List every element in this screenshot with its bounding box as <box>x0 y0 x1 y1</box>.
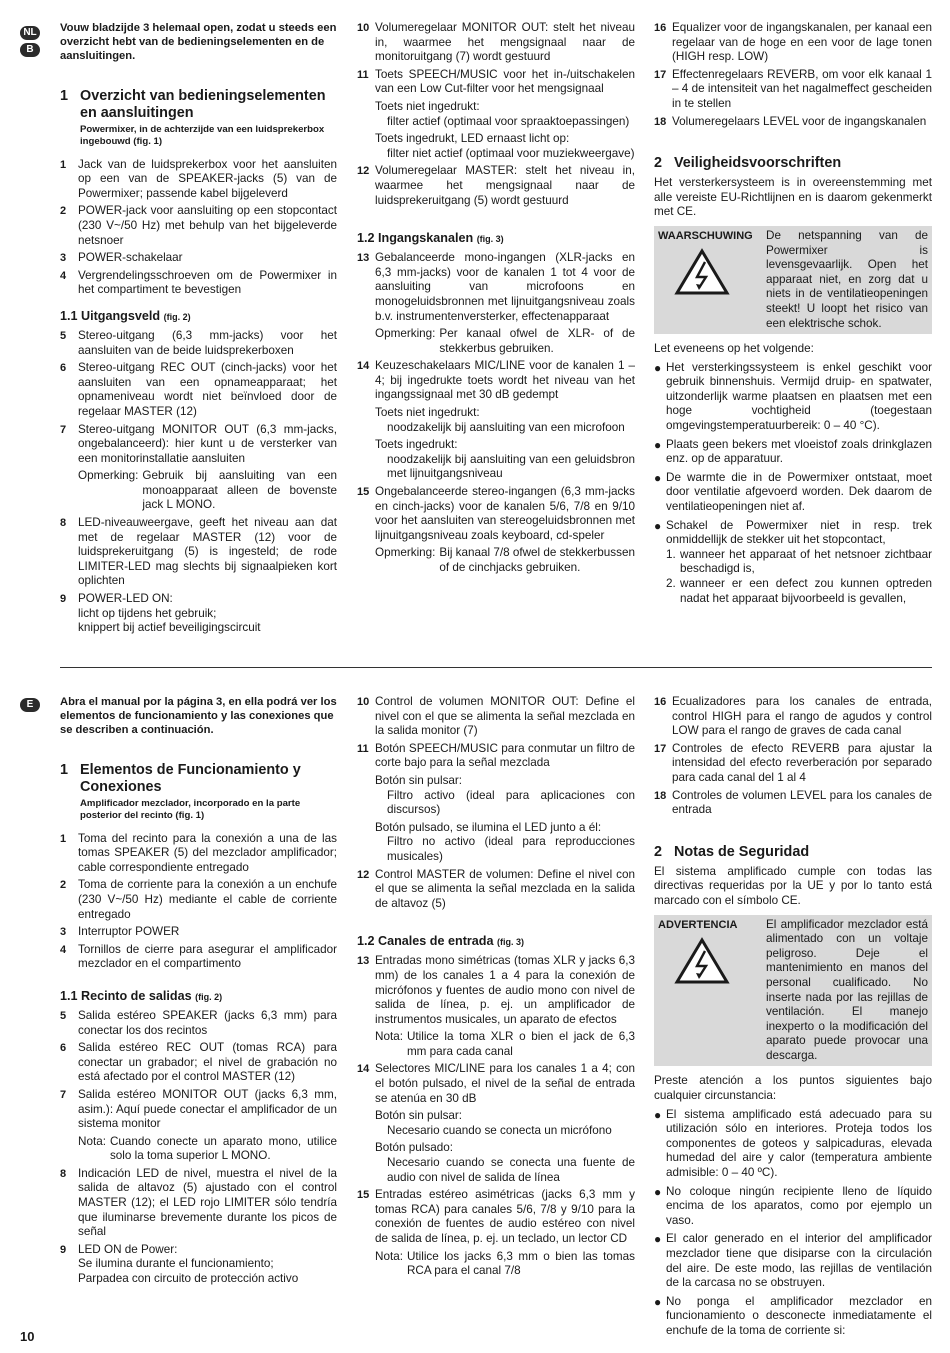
bullet-item <box>654 361 932 434</box>
option <box>375 100 635 129</box>
list-item <box>60 361 337 419</box>
item-text: Volumeregelaars LEVEL voor de ingangskanalen <box>672 114 927 128</box>
figure-ref: (fig. 3) <box>497 937 524 948</box>
item-number: 17 <box>654 68 667 81</box>
note-text: Per kanaal ofwel de XLR- of de stekkerbus gebruiken. <box>439 327 635 355</box>
item-text: Salida estéreo REC OUT (tomas RCA) para conectar un grabador; el nivel de grabación no está afectado por el control MASTER (12) <box>78 1041 337 1084</box>
bullet-text: Schakel de Powermixer niet in resp. trek onmiddellijk de stekker uit het stopcontact, <box>666 518 932 547</box>
item-number: 2 <box>60 879 67 892</box>
heading-text: Notas de Seguridad <box>674 843 810 860</box>
heading-text: 1.2 Ingangskanalen <box>357 231 474 246</box>
item-number: 12 <box>357 868 370 881</box>
item-text: Control de volumen MONITOR OUT: Define el nivel con el que se alimenta la señal mezclada en la salida monitor (7) <box>375 695 635 738</box>
es-section-1-subtitle: Amplificador mezclador, incorporado en la parte posterior del recinto (fig. 1) <box>80 797 301 821</box>
bullet-item <box>654 1108 932 1181</box>
note-text: Utilice la toma XLR o bien el jack de 6,3 mm para cada canal <box>406 1030 635 1058</box>
language-badge-e: E <box>20 698 40 712</box>
list-item <box>357 695 635 739</box>
note-text: Bij kanaal 7/8 ofwel de stekkerbussen of de cinchjacks gebruiken. <box>439 546 635 574</box>
item-text: LED ON de Power: <box>78 1242 178 1256</box>
item-text: Se ilumina durante el funcionamiento; <box>78 1257 274 1271</box>
list-item <box>60 925 337 940</box>
note-text: Gebruik bij aansluiting van een monoapparaat alleen de bovenste jack L MONO. <box>142 469 337 512</box>
list-item <box>357 164 635 208</box>
bullet-icon: ● <box>654 1294 662 1309</box>
option <box>375 132 635 161</box>
list-item <box>654 742 932 786</box>
item-text: Jack van de luidsprekerbox voor het aansluiten op een van de SPEAKER-jacks (5) van de Powermixer; passende kabel bijgeleverd <box>78 157 337 200</box>
heading-text: Overzicht van bedieningselementen en aansluitingen <box>80 87 326 121</box>
item-text: Selectores MIC/LINE para los canales 1 a 4; con el botón pulsado, el nivel de la señal de entrada se atenúa en 30 dB <box>375 1062 635 1105</box>
intro-line: Preste atención a los puntos siguientes bajo cualquier circunstancia: <box>654 1074 932 1103</box>
item-text: Entradas estéreo asimétricas (jacks 6,3 mm y tomas RCA) para canales 5/6, 7/8 y 9/10 para la conexión de fuentes de audio estéreo con nivel de salida de línea, p. ej. un teclado, un lector CD <box>375 1188 635 1245</box>
es-intro: Abra el manual por la página 3, en ella podrá ver los elementos de funcionamiento y las conexiones que se describen a continuación. <box>60 696 337 737</box>
item-number: 3 <box>60 252 67 265</box>
bullet-item <box>654 519 932 548</box>
language-badge-nl: NL <box>20 26 40 40</box>
list-item <box>60 1088 337 1132</box>
nl-section-1-1-heading <box>60 308 337 325</box>
option-text: noodzakelijk bij aansluiting van een microfoon <box>387 420 625 434</box>
item-number: 8 <box>60 517 67 530</box>
note <box>375 1250 635 1279</box>
list-item <box>60 1243 337 1287</box>
item-number: 13 <box>357 955 370 968</box>
es-column-2 <box>357 695 635 1282</box>
figure-ref: (fig. 2) <box>163 311 191 322</box>
list-item <box>357 485 635 543</box>
heading-number: 1 <box>60 87 69 104</box>
bullet-icon: ● <box>654 470 662 485</box>
es-section-1-2-heading <box>357 933 635 950</box>
item-number: 18 <box>654 115 667 128</box>
item-number: 10 <box>357 696 370 708</box>
note-label: Opmerking: <box>375 546 436 560</box>
warning-label: WAARSCHUWING <box>658 229 753 242</box>
bullet-icon: ● <box>654 1232 662 1247</box>
item-number: 9 <box>60 1243 67 1256</box>
electric-hazard-icon <box>674 248 730 296</box>
item-number: 6 <box>60 1042 67 1055</box>
note-text: Cuando conecte un aparato mono, utilice solo la toma superior L MONO. <box>109 1134 337 1163</box>
item-number: 4 <box>60 943 67 956</box>
item-text: Interruptor POWER <box>78 925 180 939</box>
language-badge-b: B <box>20 43 40 57</box>
item-text: Botón SPEECH/MUSIC para conmutar un filtro de corte bajo para la señal mezclada <box>375 741 635 770</box>
option-text: filter niet actief (optimaal voor muziekweergave) <box>387 146 635 160</box>
option <box>375 774 635 818</box>
nl-section-1-heading <box>60 88 337 122</box>
bullet-icon: ● <box>654 360 662 375</box>
item-number: 14 <box>357 1063 370 1076</box>
option-label: Toets niet ingedrukt: <box>375 99 480 113</box>
list-item <box>654 695 932 739</box>
note-label: Nota: <box>375 1030 403 1044</box>
sub-list-item <box>666 577 932 606</box>
es-section-2-heading <box>654 844 932 861</box>
bullet-item <box>654 471 932 515</box>
option-text: Filtro no activo (ideal para reproducciones musicales) <box>387 835 635 863</box>
option-label: Botón sin pulsar: <box>375 1109 463 1123</box>
item-text: Ecualizadores para los canales de entrada, control HIGH para el rango de agudos y control LOW para el rango de graves de cada canal <box>672 695 932 738</box>
item-text: Toma de corriente para la conexión a un enchufe (230 V~/50 Hz) mediante el cable de corriente entregado <box>78 878 337 921</box>
item-number: 7 <box>60 423 67 436</box>
option-text: Necesario cuando se conecta un micrófono <box>387 1123 612 1137</box>
nl-section-2-heading <box>654 155 932 172</box>
es-column-3 <box>654 695 932 1343</box>
figure-ref: (fig. 2) <box>195 991 223 1002</box>
option <box>375 821 635 865</box>
item-number: 1 <box>60 158 67 171</box>
es-section-1-1-heading <box>60 988 337 1005</box>
warning-box <box>654 226 932 334</box>
safety-paragraph: Het versterkersysteem is in overeenstemming met alle vereiste EU-Richtlijnen en is daarom gekenmerkt met CE. <box>654 176 932 219</box>
bullet-icon: ● <box>654 1184 662 1199</box>
bullet-icon: ● <box>654 1107 662 1122</box>
item-text: Toets SPEECH/MUSIC voor het in-/uitschakelen van een Low Cut-filter voor het mengsignaal <box>375 67 635 96</box>
item-number: 14 <box>357 360 370 373</box>
intro-line: Let eveneens op het volgende: <box>654 342 814 356</box>
bullet-text: No ponga el amplificador mezclador en funcionamiento o desconecte inmediatamente el enchufe de la toma de corriente si: <box>666 1294 932 1337</box>
item-text: Salida estéreo MONITOR OUT (jacks 6,3 mm, asim.): Aquí puede conectar el amplificador de un sistema monitor <box>78 1087 337 1131</box>
bullet-text: No coloque ningún recipiente lleno de líquido encima de los aparatos, como por ejemplo un vaso. <box>666 1184 932 1227</box>
item-number: 7 <box>60 1088 67 1101</box>
bullet-text: El sistema amplificado está adecuado para su utilización sólo en interiores. Proteja todos los componentes de goteos y salpicaduras, elevada humedad del aire y calor (temperatura ambiente admisible: 0 – 40 ºC). <box>666 1107 932 1180</box>
option-label: Botón pulsado, se ilumina el LED junto a él: <box>375 820 602 834</box>
option <box>375 406 635 435</box>
list-item <box>60 592 337 636</box>
item-number: 3 <box>60 926 67 939</box>
item-number: 15 <box>357 1189 370 1202</box>
bullet-text: Plaats geen bekers met vloeistof zoals drinkglazen enz. op de apparatuur. <box>666 437 932 466</box>
safety-paragraph: El sistema amplificado cumple con todas las directivas requeridas por la UE y por lo tanto está marcado con el símbolo CE. <box>654 864 932 907</box>
heading-number: 2 <box>654 155 663 172</box>
item-text: Toma del recinto para la conexión a una de las tomas SPEAKER (5) del mezclador amplificador; cable correspondiente entregado <box>78 831 337 874</box>
list-item <box>60 943 337 972</box>
heading-text: Elementos de Funcionamiento y Conexiones <box>80 761 301 795</box>
note-label: Opmerking: <box>78 469 139 483</box>
sub-number: 1. <box>666 547 676 561</box>
item-text: POWER-jack voor aansluiting op een stopcontact (230 V~/50 Hz) met behulp van het bijgeleverde netsnoer <box>78 204 337 247</box>
item-text: Vergrendelingsschroeven om de Powermixer in het compartiment te bevestigen <box>78 268 337 297</box>
item-text: Controles de volumen LEVEL para los canales de entrada <box>672 788 932 817</box>
option-text: Necesario cuando se conecta una fuente de audio con nivel de salida de línea <box>387 1156 635 1184</box>
heading-number: 1 <box>60 761 69 778</box>
item-text: licht op tijdens het gebruik; <box>78 606 217 620</box>
list-item <box>357 742 635 771</box>
list-item <box>60 1009 337 1038</box>
option-text: filter actief (optimaal voor spraaktoepassingen) <box>387 114 630 128</box>
item-text: POWER-LED ON: <box>78 592 173 606</box>
item-text: Equalizer voor de ingangskanalen, per kanaal een regelaar van de hoge en een voor de lage tonen (HIGH resp. LOW) <box>672 21 932 64</box>
heading-text: 1.2 Canales de entrada <box>357 934 494 949</box>
item-text: Keuzeschakelaars MIC/LINE voor de kanalen 1 – 4; bij ingedrukte toets wordt het niveau van het ingangssignaal met 30 dB gedempt <box>375 359 635 402</box>
item-number: 10 <box>357 22 370 34</box>
warning-label: ADVERTENCIA <box>658 918 738 931</box>
heading-text: 1.1 Uitgangsveld <box>60 308 161 323</box>
item-number: 6 <box>60 362 67 375</box>
item-number: 1 <box>60 832 67 845</box>
list-item <box>357 1062 635 1106</box>
list-item <box>60 251 337 266</box>
bullet-icon: ● <box>654 518 662 533</box>
option <box>375 1141 635 1185</box>
option-label: Botón pulsado: <box>375 1141 453 1155</box>
item-text: Volumeregelaar MONITOR OUT: stelt het niveau in, waarmee het mengsignaal naar de monitoruitgang (7) wordt gestuurd <box>375 21 635 64</box>
note-label: Nota: <box>78 1134 106 1148</box>
warning-box <box>654 915 932 1067</box>
item-number: 16 <box>654 22 667 34</box>
list-item <box>357 359 635 403</box>
list-item <box>357 954 635 1027</box>
list-item <box>60 516 337 589</box>
list-item <box>654 21 932 65</box>
list-item <box>60 1041 337 1085</box>
item-number: 5 <box>60 1009 67 1022</box>
item-number: 5 <box>60 329 67 342</box>
note <box>78 1135 337 1164</box>
item-text: Ongebalanceerde stereo-ingangen (6,3 mm-jacks en cinch-jacks) voor de kanalen 5/6, 7/8 en 9/10 voor het aansluiten van stereogeluidsbronnen met lijnuitgangsniveau zoals keyboard, cd-speler <box>375 485 635 542</box>
nl-column-2 <box>357 21 635 579</box>
item-number: 8 <box>60 1167 67 1180</box>
bullet-text: De warmte die in de Powermixer ontstaat, moet door ventilatie afgevoerd worden. Dek daarom de ventilatieopeningen niet af. <box>666 470 932 514</box>
item-text: Gebalanceerde mono-ingangen (XLR-jacks en 6,3 mm-jacks) voor de kanalen 1 tot 4 voor de aansluiting van microfoons en monogeluidsbronnen met lijnuitgangsniveau zoals b.v. instrumentenversterker, effectenapparaat <box>375 251 635 323</box>
item-text: Volumeregelaar MASTER: stelt het niveau in, waarmee het mengsignaal naar de luidsprekeruitgang (5) wordt gestuurd <box>375 164 635 207</box>
item-number: 13 <box>357 252 370 265</box>
option <box>375 438 635 482</box>
item-text: Effectenregelaars REVERB, om voor elk kanaal 1 – 4 de intensiteit van het nagalmeffect gescheiden in te stellen <box>672 67 932 110</box>
heading-text: 1.1 Recinto de salidas <box>60 988 192 1003</box>
note-label: Nota: <box>375 1249 403 1263</box>
note <box>375 1030 635 1059</box>
bullet-item <box>654 1185 932 1229</box>
item-text: Stereo-uitgang MONITOR OUT (6,3 mm-jacks, ongebalanceerd): hier kunt u de versterker van een monitorinstallatie aansluiten <box>78 422 337 465</box>
list-item <box>654 68 932 112</box>
sub-text: wanneer het apparaat of het netsnoer zichtbaar beschadigd is, <box>680 547 932 576</box>
item-number: 2 <box>60 205 67 218</box>
sub-list-item <box>666 548 932 577</box>
item-text: POWER-schakelaar <box>78 251 183 265</box>
sub-text: wanneer er een defect zou kunnen optreden nadat het apparaat bijvoorbeeld is gevallen, <box>680 577 932 605</box>
electric-hazard-icon <box>674 937 730 985</box>
nl-intro: Vouw bladzijde 3 helemaal open, zodat u steeds een overzicht hebt van de bedieningselementen en de aansluitingen. <box>60 22 337 63</box>
bullet-text: El calor generado en el interior del amplificador mezclador tiene que disiparse con la circulación del aire. De este modo, las rejillas de ventilación de la carcasa no se obstruyen. <box>666 1232 932 1290</box>
nl-column-1 <box>60 21 337 639</box>
bullet-item <box>654 1232 932 1290</box>
item-text: Indicación LED de nivel, muestra el nivel de la salida de altavoz (5) ajustado con el control MASTER (12); el LED rojo LIMITER sólo tendría que iluminarse brevemente durante los picos de señal <box>78 1166 337 1239</box>
nl-column-3 <box>654 21 932 606</box>
note-label: Opmerking: <box>375 327 436 341</box>
heading-number: 2 <box>654 843 663 860</box>
item-text: knippert bij actief beveiligingscircuit <box>78 621 261 635</box>
list-item <box>60 204 337 248</box>
warning-text: El amplificador mezclador está alimentado con un voltaje peligroso. Deje el mantenimiento en manos del personal cualificado. No inserte nada por las rejillas de ventilación. El manejo inexperto o la modificación del aparato puede provocar una descarga. <box>766 917 928 1062</box>
section-divider <box>60 667 932 668</box>
item-number: 16 <box>654 696 667 708</box>
warning-text: De netspanning van de Powermixer is levensgevaarlijk. Open het apparaat niet, en zorg dat u niets in de ventilatieopeningen steekt! U loopt het risico van een elektrische schok. <box>766 228 928 330</box>
list-item <box>357 21 635 65</box>
option-text: noodzakelijk bij aansluiting van een geluidsbron met lijnuitgangsniveau <box>387 452 635 481</box>
item-number: 11 <box>357 68 369 81</box>
item-text: Parpadea con circuito de protección activo <box>78 1272 299 1286</box>
item-number: 12 <box>357 165 370 178</box>
item-number: 17 <box>654 742 667 755</box>
option-label: Toets niet ingedrukt: <box>375 406 480 420</box>
list-item <box>357 68 635 97</box>
option-label: Toets ingedrukt: <box>375 438 458 452</box>
item-text: Tornillos de cierre para asegurar el amplificador mezclador en el compartimento <box>78 942 337 971</box>
option-label: Botón sin pulsar: <box>375 773 463 787</box>
nl-section-1-subtitle: Powermixer, in de achterzijde van een luidsprekerbox ingebouwd (fig. 1) <box>80 123 325 147</box>
note-text: Utilice los jacks 6,3 mm o bien las tomas RCA para el canal 7/8 <box>406 1249 635 1278</box>
item-number: 18 <box>654 789 667 802</box>
page-number: 10 <box>20 1329 35 1344</box>
note <box>78 469 337 513</box>
note <box>375 327 635 356</box>
list-item <box>654 789 932 818</box>
nl-section-1-2-heading <box>357 230 635 247</box>
option-label: Toets ingedrukt, LED ernaast licht op: <box>375 132 570 146</box>
es-section-1-heading <box>60 762 337 796</box>
list-item <box>60 1167 337 1240</box>
list-item <box>60 832 337 876</box>
item-text: Control MASTER de volumen: Define el nivel con el que se alimenta la señal mezclada en la salida de altavoz (5) <box>375 867 635 910</box>
bullet-item <box>654 1295 932 1339</box>
item-text: Stereo-uitgang REC OUT (cinch-jacks) voor het aansluiten van een opnameapparaat; het opnameniveau wordt niet beïnvloed door de regelaar MASTER (12) <box>78 361 337 418</box>
figure-ref: (fig. 3) <box>476 234 504 245</box>
item-text: Stereo-uitgang (6,3 mm-jacks) voor het aansluiten van de beide luidsprekerboxen <box>78 328 337 357</box>
item-number: 15 <box>357 486 370 499</box>
item-number: 11 <box>357 742 369 755</box>
note <box>375 546 635 575</box>
item-text: LED-niveauweergave, geeft het niveau aan dat met de regelaar MASTER (12) voor de luidsprekeruitgang (5) is ingesteld; de rode LIMITER-LED mag slechts bij signaalpieken kort oplichten <box>78 516 337 588</box>
list-item <box>357 251 635 324</box>
bullet-text: Het versterkingssysteem is enkel geschikt voor gebruik binnenshuis. Vermijd druip- en spatwater, uitzonderlijk warme plaatsen en plaatsen met een hoge vochtigheid (toegestaan omgevingstemperatuurbereik: 0 – 40 °C). <box>666 360 932 433</box>
es-column-1 <box>60 695 337 1290</box>
bullet-icon: ● <box>654 437 662 452</box>
list-item <box>60 878 337 922</box>
bullet-item <box>654 438 932 467</box>
list-item <box>357 1188 635 1246</box>
list-item <box>60 329 337 358</box>
option <box>375 1109 635 1138</box>
option-text: Filtro activo (ideal para aplicaciones con discursos) <box>387 788 635 817</box>
item-number: 4 <box>60 269 67 282</box>
list-item <box>654 115 932 130</box>
list-item <box>60 158 337 202</box>
item-text: Entradas mono simétricas (tomas XLR y jacks 6,3 mm) de los canales 1 a 4 para la conexión de micrófonos y fuentes de audio mono con nivel de salida de línea, p. ej. un amplificador de instrumentos musicales, un aparato de efectos <box>375 954 635 1026</box>
list-item <box>60 423 337 467</box>
item-text: Salida estéreo SPEAKER (jacks 6,3 mm) para conectar los dos recintos <box>78 1008 337 1037</box>
list-item <box>60 269 337 298</box>
item-number: 9 <box>60 593 67 606</box>
list-item <box>357 868 635 912</box>
heading-text: Veiligheidsvoorschriften <box>674 155 842 172</box>
sub-number: 2. <box>666 577 676 590</box>
item-text: Controles de efecto REVERB para ajustar la intensidad del efecto reverberación por separado para cada canal del 1 al 4 <box>672 741 932 784</box>
